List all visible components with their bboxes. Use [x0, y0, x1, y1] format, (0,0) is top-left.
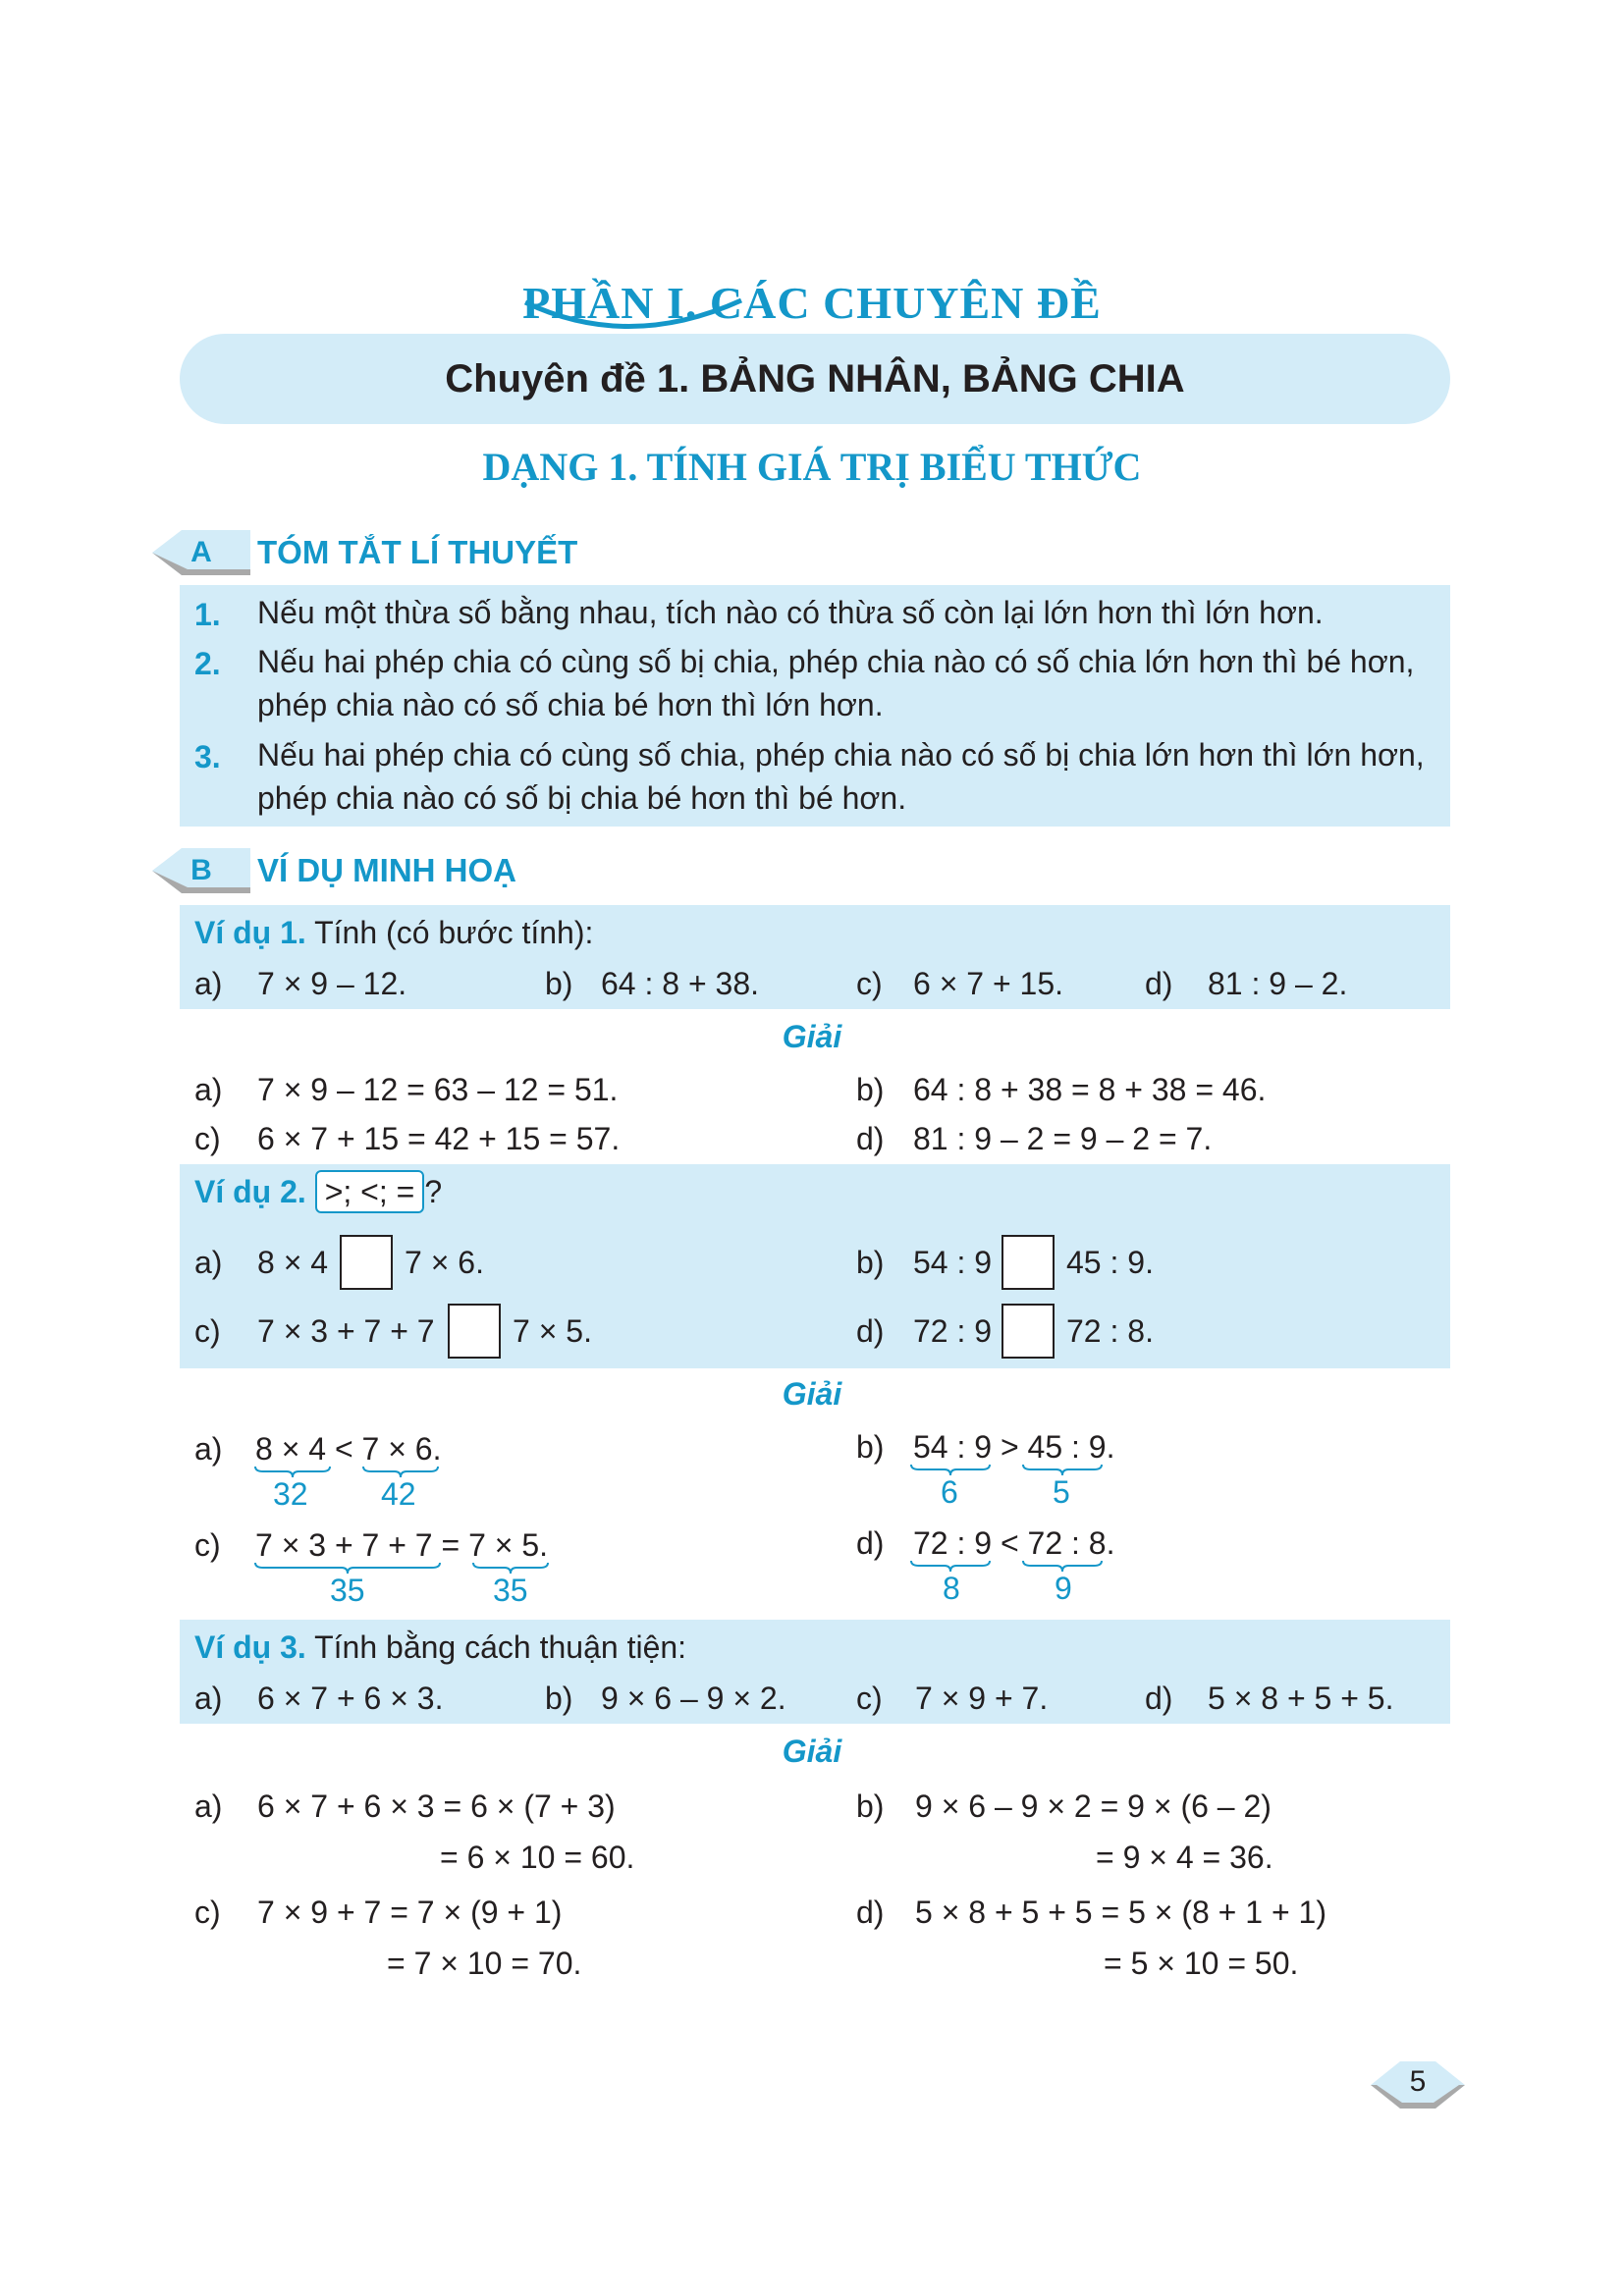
theory-item-1-num: 1. [194, 597, 221, 632]
example-1-label: Ví dụ 1. [194, 915, 306, 950]
ex2-ans-a-label: a) [194, 1431, 223, 1467]
ex3-ans-b-line2: = 9 × 4 = 36. [1096, 1840, 1273, 1875]
ex3-solution-heading: Giải [782, 1734, 842, 1769]
ex3-item-d: 5 × 8 + 5 + 5. [1208, 1681, 1394, 1716]
ex3-ans-d-line1: 5 × 8 + 5 + 5 = 5 × (8 + 1 + 1) [915, 1895, 1326, 1930]
ex1-item-d: 81 : 9 – 2. [1208, 966, 1348, 1001]
part-title-text: CÁC CHUYÊN ĐỀ [709, 278, 1102, 328]
ex2-ans-a-value-left: 32 [273, 1476, 308, 1512]
ex2-item-d-right: 72 : 8. [1066, 1313, 1154, 1349]
ex1-item-a-label: a) [194, 966, 223, 1001]
ex3-ans-c-label: c) [194, 1895, 221, 1930]
ex1-item-b-label: b) [545, 966, 573, 1001]
ex3-item-b-label: b) [545, 1681, 573, 1716]
example-2-label: Ví dụ 2. [194, 1174, 306, 1209]
ex3-item-d-label: d) [1145, 1681, 1173, 1716]
ex3-ans-d-label: d) [856, 1895, 885, 1930]
comparison-signs-box: >; <; = [315, 1170, 425, 1213]
ex3-ans-a-line1: 6 × 7 + 6 × 3 = 6 × (7 + 3) [257, 1789, 616, 1824]
example-2-heading [194, 1174, 442, 1210]
example-2-qmark: ? [424, 1174, 443, 1209]
ex3-ans-c-line1: 7 × 9 + 7 = 7 × (9 + 1) [257, 1895, 563, 1930]
ex2-ans-d-expr: 72 : 9 < 72 : 8. [913, 1525, 1115, 1561]
ex2-ans-d-value-right: 9 [1055, 1571, 1072, 1606]
ex1-ans-c: 6 × 7 + 15 = 42 + 15 = 57. [257, 1121, 621, 1156]
ex3-ans-a-line2: = 6 × 10 = 60. [440, 1840, 635, 1875]
form-title: DẠNG 1. TÍNH GIÁ TRỊ BIỂU THỨC [482, 445, 1142, 489]
ex2-ans-b-value-right: 5 [1053, 1474, 1070, 1510]
ex2-item-a-left: 8 × 4 [257, 1245, 329, 1280]
theory-item-2-num: 2. [194, 646, 221, 681]
ex2-ans-c-value-right: 35 [493, 1573, 528, 1608]
ex2-item-b-left: 54 : 9 [913, 1245, 993, 1280]
ex2-item-a-answer-box[interactable] [340, 1235, 393, 1290]
theory-item-3-num: 3. [194, 739, 221, 774]
ex3-item-a: 6 × 7 + 6 × 3. [257, 1681, 444, 1716]
ex2-item-a-label: a) [194, 1245, 223, 1280]
ex2-ans-b-label: b) [856, 1429, 885, 1465]
ex2-item-b-label: b) [856, 1245, 885, 1280]
ex1-item-a: 7 × 9 – 12. [257, 966, 407, 1001]
ex2-item-c-answer-box[interactable] [448, 1304, 501, 1359]
ex3-ans-b-label: b) [856, 1789, 885, 1824]
ex2-ans-c-value-left: 35 [330, 1573, 365, 1608]
part-prefix: PHẦN I. [522, 278, 698, 328]
ex3-ans-c-line2: = 7 × 10 = 70. [387, 1946, 582, 1981]
ex1-ans-a: 7 × 9 – 12 = 63 – 12 = 51. [257, 1072, 619, 1107]
ex1-ans-c-label: c) [194, 1121, 221, 1156]
chapter-title: Chuyên đề 1. BẢNG NHÂN, BẢNG CHIA [445, 357, 1185, 400]
ex1-ans-b-label: b) [856, 1072, 885, 1107]
part-title [0, 277, 1624, 329]
example-3-prompt: Tính bằng cách thuận tiện: [314, 1629, 687, 1665]
ex2-item-c-label: c) [194, 1313, 221, 1349]
ex2-ans-a-expr: 8 × 4 < 7 × 6. [255, 1431, 442, 1467]
ex1-item-c: 6 × 7 + 15. [913, 966, 1064, 1001]
section-b-badge: B [152, 848, 250, 893]
section-b-label: VÍ DỤ MINH HOẠ [257, 852, 516, 888]
example-3-label: Ví dụ 3. [194, 1629, 306, 1665]
ex1-item-c-label: c) [856, 966, 883, 1001]
ex1-ans-d-label: d) [856, 1121, 885, 1156]
page-number: 5 [1409, 2065, 1427, 2098]
theory-item-3-text: Nếu hai phép chia có cùng số chia, phép chia nào có số bị chia lớn hơn thì lớn hơn, [257, 737, 1425, 773]
ex2-item-c-right: 7 × 5. [513, 1313, 592, 1349]
ex2-ans-d-label: d) [856, 1525, 885, 1561]
example-1-heading [194, 915, 593, 951]
ex2-ans-c-label: c) [194, 1527, 221, 1563]
ex2-ans-b-expr: 54 : 9 > 45 : 9. [913, 1429, 1115, 1465]
ex1-ans-b: 64 : 8 + 38 = 8 + 38 = 46. [913, 1072, 1267, 1107]
ex2-ans-b-value-left: 6 [941, 1474, 958, 1510]
ex2-ans-a-value-right: 42 [381, 1476, 416, 1512]
page-number-badge [1371, 2061, 1465, 2109]
ex2-item-d-label: d) [856, 1313, 885, 1349]
ex3-item-c-label: c) [856, 1681, 883, 1716]
ex2-item-d-left: 72 : 9 [913, 1313, 993, 1349]
ex2-solution-heading: Giải [782, 1376, 842, 1412]
ex1-ans-d: 81 : 9 – 2 = 9 – 2 = 7. [913, 1121, 1213, 1156]
example-3-heading [194, 1629, 686, 1666]
theory-item-2-text-cont: phép chia nào có số chia bé hơn thì lớn hơn. [257, 687, 884, 722]
ex2-item-a-right: 7 × 6. [405, 1245, 484, 1280]
section-a-label: TÓM TẮT LÍ THUYẾT [257, 534, 578, 570]
chapter-banner [180, 334, 1450, 424]
ex3-ans-b-line1: 9 × 6 – 9 × 2 = 9 × (6 – 2) [915, 1789, 1272, 1824]
title-swoosh [520, 294, 746, 334]
ex3-item-a-label: a) [194, 1681, 223, 1716]
theory-item-2-text: Nếu hai phép chia có cùng số bị chia, phép chia nào có số chia lớn hơn thì bé hơn, [257, 644, 1415, 679]
ex1-solution-heading: Giải [782, 1019, 842, 1054]
ex2-item-b-right: 45 : 9. [1066, 1245, 1154, 1280]
ex1-ans-a-label: a) [194, 1072, 223, 1107]
ex3-item-b: 9 × 6 – 9 × 2. [601, 1681, 786, 1716]
ex2-ans-d-value-left: 8 [943, 1571, 960, 1606]
ex1-item-b: 64 : 8 + 38. [601, 966, 760, 1001]
ex3-item-c: 7 × 9 + 7. [915, 1681, 1049, 1716]
ex2-ans-c-expr: 7 × 3 + 7 + 7 = 7 × 5. [255, 1527, 549, 1563]
theory-item-3-text-cont: phép chia nào có số bị chia bé hơn thì bé hơn. [257, 780, 907, 816]
ex3-ans-a-label: a) [194, 1789, 223, 1824]
theory-item-1-text: Nếu một thừa số bằng nhau, tích nào có thừa số còn lại lớn hơn thì lớn hơn. [257, 595, 1324, 630]
example-1-prompt: Tính (có bước tính): [314, 915, 594, 950]
ex2-item-d-answer-box[interactable] [1001, 1304, 1055, 1359]
section-a-badge: A [152, 530, 250, 575]
ex1-item-d-label: d) [1145, 966, 1173, 1001]
ex3-ans-d-line2: = 5 × 10 = 50. [1104, 1946, 1299, 1981]
ex2-item-b-answer-box[interactable] [1001, 1235, 1055, 1290]
ex2-item-c-left: 7 × 3 + 7 + 7 [257, 1313, 435, 1349]
